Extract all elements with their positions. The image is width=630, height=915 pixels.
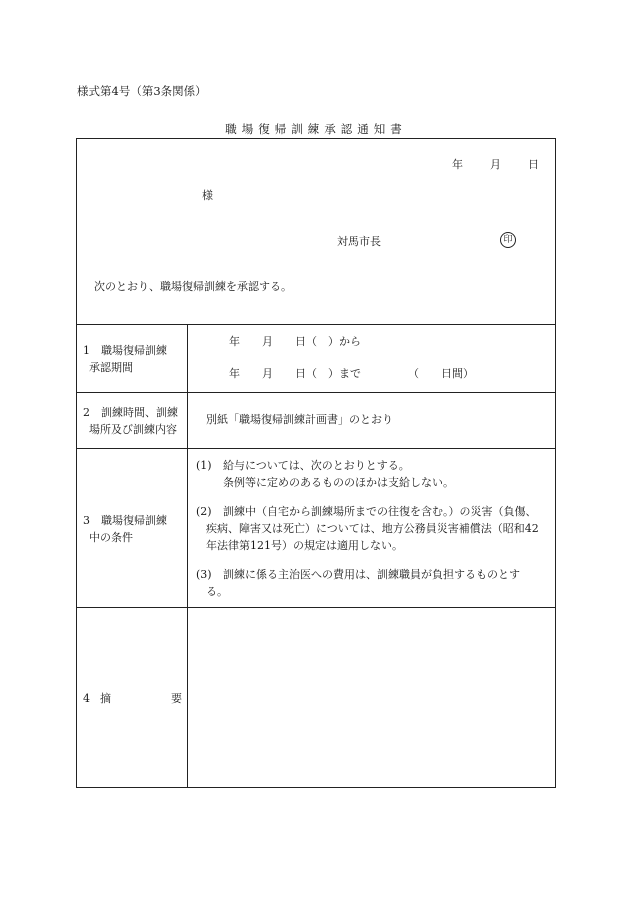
row1-label-line1: 1 職場復帰訓練: [83, 344, 167, 357]
training-content: 別紙「職場復帰訓練計画書」のとおり: [206, 413, 393, 426]
form-number: 様式第4号（第3条関係）: [77, 84, 207, 98]
row3-label-line2: 中の条件: [89, 531, 133, 544]
row2-label-line2: 場所及び訓練内容: [89, 423, 177, 436]
condition-3-line2: る。: [206, 585, 228, 598]
row1-label-line2: 承認期間: [89, 361, 133, 374]
condition-1-line2: 条例等に定めのあるもののほかは支給しない。: [223, 476, 454, 489]
period-to-field[interactable]: 年 月 日（ ）まで: [229, 367, 361, 380]
period-from-field[interactable]: 年 月 日（ ）から: [229, 335, 361, 348]
remarks-field[interactable]: [196, 620, 546, 780]
condition-2-number: (2): [196, 505, 212, 518]
issuer-name: 対馬市長: [337, 235, 381, 248]
date-day-field[interactable]: 日: [528, 158, 539, 171]
rule-row1-bottom: [76, 392, 556, 393]
rule-header-bottom: [76, 324, 556, 325]
rule-row2-bottom: [76, 448, 556, 449]
date-month-field[interactable]: 月: [490, 158, 501, 171]
row4-label-char1: 摘: [100, 692, 111, 705]
period-days-field[interactable]: （ 日間）: [408, 367, 474, 380]
condition-3-line1: 訓練に係る主治医への費用は、訓練職員が負担するものとす: [223, 568, 520, 581]
document-title: 職場復帰訓練承認通知書: [225, 122, 407, 136]
row2-label-line1: 2 訓練時間、訓練: [83, 406, 178, 419]
condition-2-line2: 疾病、障害又は死亡）については、地方公務員災害補償法（昭和42: [206, 522, 539, 535]
rule-label-column: [187, 324, 188, 787]
approval-statement: 次のとおり、職場復帰訓練を承認する。: [94, 280, 292, 293]
rule-row3-bottom: [76, 607, 556, 608]
date-year-field[interactable]: 年: [452, 158, 463, 171]
row4-label-char2: 要: [171, 692, 182, 705]
addressee-suffix: 様: [202, 189, 213, 202]
condition-1-number: (1): [196, 459, 212, 472]
condition-3-number: (3): [196, 568, 212, 581]
row3-label-line1: 3 職場復帰訓練: [83, 514, 167, 527]
row4-label-number: 4: [83, 692, 90, 705]
seal-mark: 印: [500, 232, 516, 248]
condition-2-line1: 訓練中（自宅から訓練場所までの往復を含む。）の災害（負傷、: [223, 505, 537, 518]
condition-2-line3: 年法律第121号）の規定は適用しない。: [206, 539, 403, 552]
condition-1-line1: 給与については、次のとおりとする。: [223, 459, 410, 472]
